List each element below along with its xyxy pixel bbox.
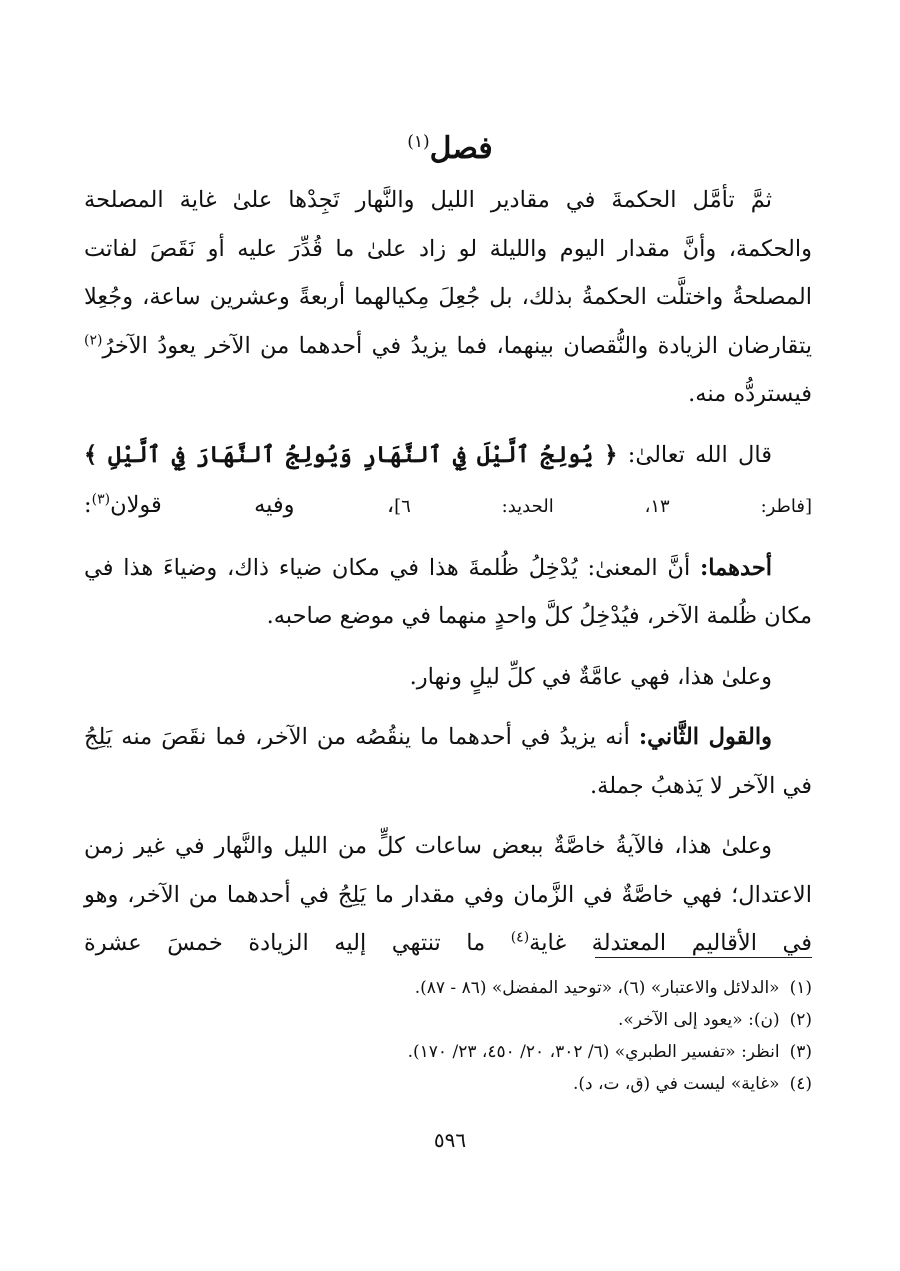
page-number: ٥٩٦	[433, 1128, 467, 1152]
footnote-number: (٤)	[789, 1074, 812, 1094]
footnote-number: (٢)	[789, 1010, 812, 1030]
paragraph-4-text: وعلىٰ هذا، فهي عامَّةٌ في كلِّ ليلٍ ونهار.	[409, 663, 772, 690]
paragraph-2	[84, 431, 812, 532]
footnote-number: (١)	[789, 978, 812, 998]
footnote-text: «الدلائل والاعتبار» (٦)، «توحيد المفضل» (٨٦ - ٨٧).	[414, 978, 780, 998]
footnote-ref-3: (٣)	[91, 491, 111, 508]
section-title	[0, 120, 900, 171]
footnote-3	[84, 1036, 812, 1068]
paragraph-4	[84, 653, 812, 702]
paragraph-1-tail: فيستردُّه منه.	[688, 381, 812, 407]
footnote-2	[84, 1004, 812, 1036]
paragraph-5	[84, 713, 812, 810]
paragraph-3	[84, 544, 812, 641]
paragraph-2-tail: ، وفيه قولان	[110, 492, 395, 518]
footnote-ref-4: (٤)	[510, 929, 530, 946]
paragraph-1	[84, 176, 812, 419]
footnote-4	[84, 1068, 812, 1100]
paragraph-1-text: ثمَّ تأمَّل الحكمةَ في مقادير الليل والنَّهار تَجِدْها علىٰ غاية المصلحة والحكمة، وأنَّ مقدار اليوم والليلة لو زاد علىٰ ما قُدِّرَ عليه أو نَقَصَ لفاتت المصلحةُ واختلَّت الحكمةُ بذلك، بل جُعِلَ مِكيالهما أربعةً وعشرين ساعة، وجُعِلا يتقارضان الزيادة والنُّقصان بينهما، فما يزيدُ في أحدهما من الآخر يعودُ الآخرُ	[84, 187, 812, 359]
paragraph-5-text: أنه يزيدُ في أحدهما ما ينقُصُه من الآخر، فما نقَصَ منه يَلِجُ في الآخر لا يَذهبُ جملة.	[84, 724, 812, 799]
footnote-number: (٣)	[789, 1042, 812, 1062]
verse-reference: [فاطر: ١٣، الحديد: ٦]	[394, 496, 812, 517]
paragraph-6	[84, 822, 812, 968]
paragraph-6-text: وعلىٰ هذا، فالآيةُ خاصَّةٌ ببعض ساعات كلٍّ من الليل والنَّهار في غير زمن الاعتدال؛ فهي خاصَّةٌ في الزَّمان وفي مقدار ما يَلِجُ في أحدهما من الآخر، وهو في الأقاليم المعتدلة غاية	[84, 833, 812, 956]
footnote-divider	[595, 957, 812, 958]
title-footnote-ref: (١)	[407, 132, 430, 152]
paragraph-2-lead: قال الله تعالىٰ:	[617, 441, 772, 468]
section-title-text: فصل	[429, 131, 493, 166]
footnote-text: انظر: «تفسير الطبري» (٦/ ٣٠٢، ٢٠/ ٤٥٠، ٢٣/ ١٧٠).	[407, 1042, 780, 1062]
paragraph-6-tail: ما تنتهي إليه الزيادة خمسَ عشرة	[84, 930, 511, 956]
footnote-ref-2: (٢)	[84, 332, 103, 348]
footnotes	[84, 972, 812, 1100]
footnote-text: «غاية» ليست في (ق، ت، د).	[572, 1074, 780, 1094]
footnote-text: (ن): «يعود إلى الآخر».	[618, 1010, 780, 1030]
footnote-1	[84, 972, 812, 1004]
first-opinion-label: أحدهما:	[699, 554, 772, 581]
paragraph-2-end: :	[84, 492, 92, 518]
quran-verse: ﴿ يُولِجُ ٱلَّيْلَ فِي ٱلنَّهَارِ وَيُولِجُ ٱلنَّهَارَ فِي ٱلَّيْلِ ﴾	[84, 441, 618, 468]
main-text	[84, 176, 812, 980]
second-opinion-label: والقول الثَّاني:	[638, 724, 773, 750]
paragraph-3-text: أنَّ المعنىٰ: يُدْخِلُ ظُلمةَ هذا في مكان ضياء ذاك، وضياءَ هذا في مكان ظُلمة الآخر، فيُدْخِلُ كلَّ واحدٍ منهما في موضع صاحبه.	[84, 554, 812, 629]
